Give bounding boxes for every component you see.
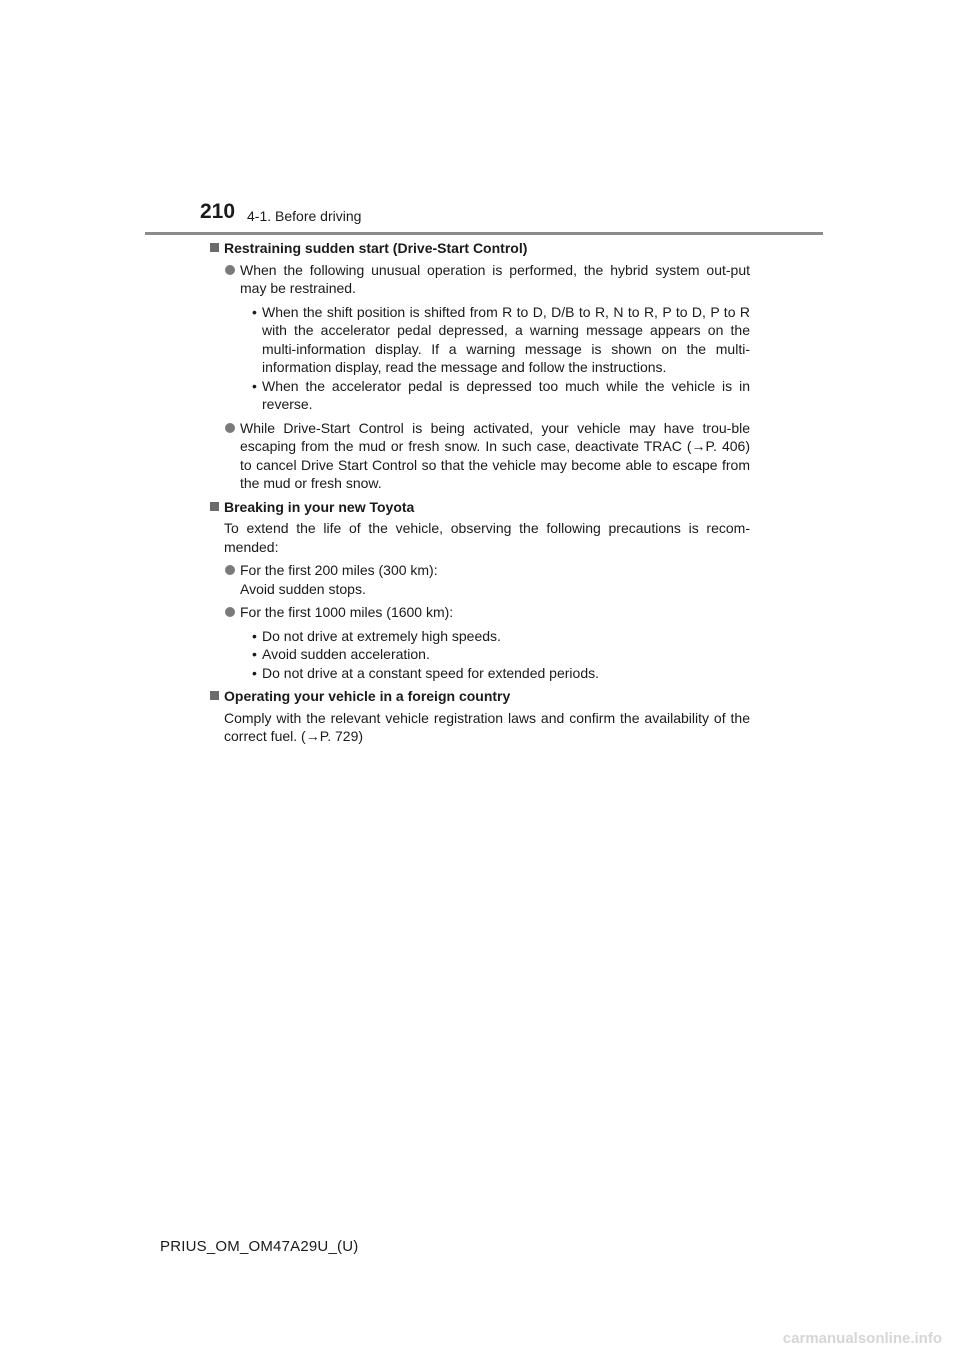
section-heading-text: Breaking in your new Toyota: [224, 498, 415, 515]
bullet-icon: •: [252, 664, 257, 681]
sub-list: [210, 303, 750, 414]
watermark: carmanualsonline.info: [782, 1330, 942, 1347]
sub-list-item-text: When the shift position is shifted from R to D, D/B to R, N to R, P to D, P to R with the accelerator pedal depressed, a warning message appears on the multi-information display. If a warning message is shown on the multi-information display, read the message and follow the instructions.: [262, 303, 750, 375]
circle-bullet-icon: [225, 607, 235, 617]
section-heading: [210, 687, 750, 706]
bullet-icon: •: [252, 377, 257, 394]
list-item-text: For the first 1000 miles (1600 km):: [240, 604, 454, 620]
section: [210, 498, 750, 683]
section-title: 4-1. Before driving: [247, 208, 362, 224]
sub-list: [210, 627, 750, 683]
section-heading-text: Operating your vehicle in a foreign country: [224, 688, 511, 704]
list-item-text: For the first 200 miles (300 km): Avoid sudden stops.: [240, 562, 438, 597]
sub-list-item-text: Avoid sudden acceleration.: [262, 646, 430, 662]
sub-list-item: [210, 377, 750, 414]
footer-code: PRIUS_OM_OM47A29U_(U): [160, 1238, 359, 1255]
circle-bullet-icon: [225, 265, 235, 275]
circle-bullet-icon: [225, 423, 235, 433]
sub-list-item: [210, 645, 750, 664]
list-item: [210, 261, 750, 298]
list-item-text: While Drive-Start Control is being activated, your vehicle may have trou-ble escaping from the mud or fresh snow. In such case, deactivate TRAC (→P. 406) to cancel Drive Start Control so that the vehicle may become able to escape from the mud or fresh snow.: [240, 419, 750, 491]
sub-list-item: [210, 627, 750, 646]
sub-list-item: [210, 303, 750, 377]
section-intro: To extend the life of the vehicle, observing the following precautions is recom-mended:: [224, 520, 750, 555]
page-content: [210, 239, 750, 751]
square-bullet-icon: [210, 243, 219, 252]
page-number: 210: [200, 200, 236, 223]
list-item: [210, 419, 750, 493]
sub-list-item-text: Do not drive at extremely high speeds.: [262, 627, 501, 644]
list-item-text: When the following unusual operation is performed, the hybrid system out-put may be restrained.: [240, 261, 750, 296]
section-heading: [210, 239, 750, 258]
header-rule: [145, 232, 823, 235]
list-item: [210, 603, 750, 622]
circle-bullet-icon: [225, 565, 235, 575]
list-item: [210, 561, 750, 598]
square-bullet-icon: [210, 502, 219, 511]
sub-list-item: [210, 664, 750, 683]
bullet-icon: •: [252, 646, 257, 662]
section-heading-text: Restraining sudden start (Drive-Start Control): [224, 240, 528, 256]
section-intro: Comply with the relevant vehicle registration laws and confirm the availability of the correct fuel. (→P. 729): [224, 709, 750, 744]
section: [210, 687, 750, 746]
square-bullet-icon: [210, 691, 219, 700]
bullet-icon: •: [252, 303, 257, 320]
sub-list-item-text: Do not drive at a constant speed for extended periods.: [262, 664, 599, 681]
bullet-icon: •: [252, 627, 257, 644]
sub-list-item-text: When the accelerator pedal is depressed too much while the vehicle is in reverse.: [262, 377, 750, 412]
section: [210, 239, 750, 493]
section-heading: [210, 498, 750, 517]
